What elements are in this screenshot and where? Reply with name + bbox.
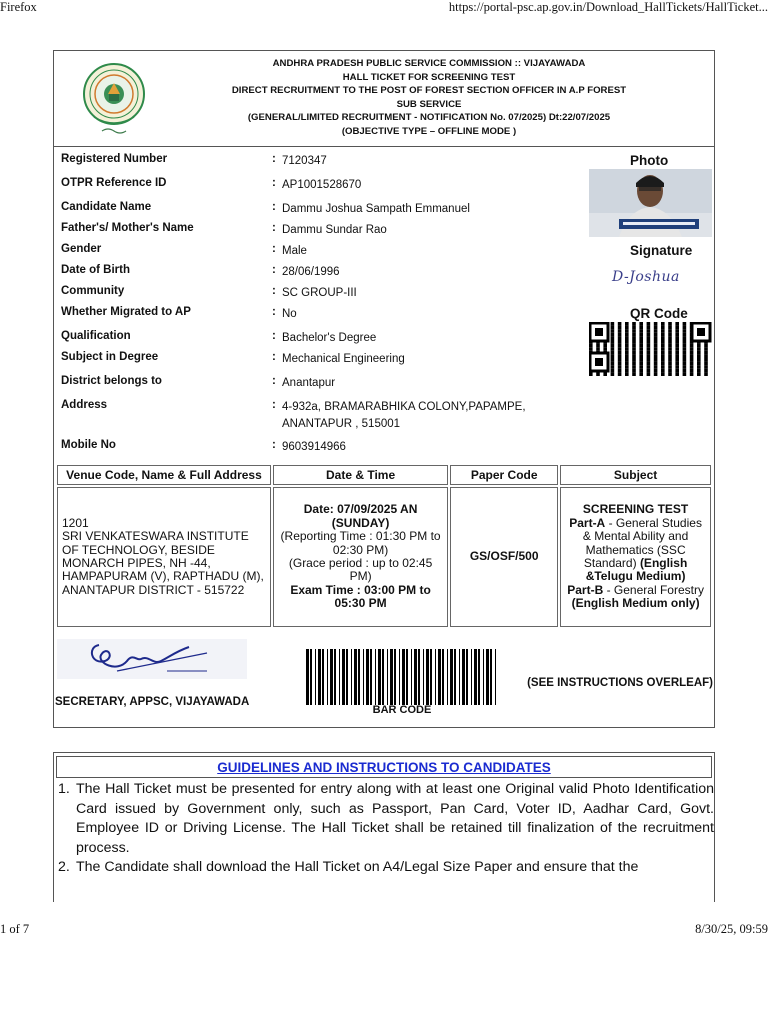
detail-value: 7120347 [282,155,327,167]
barcode-icon [304,649,500,705]
detail-label: Gender [61,243,102,255]
page-count: 1 of 7 [0,922,30,936]
grace-period: (Grace period : up to 02:45 PM) [288,556,433,584]
papercode-col-header: Paper Code [450,465,558,485]
secretary-label: SECRETARY, APPSC, VIJAYAWADA [55,696,250,708]
part-a-text: - General Studies & Mental Ability and Mathematics (SSC Standard) [582,515,702,570]
ticket-header [54,51,714,147]
list-number: 2. [58,859,70,875]
venue-col-header: Venue Code, Name & Full Address [57,465,271,485]
subject-title: SCREENING TEST [582,502,689,517]
print-datetime: 8/30/25, 09:59 [695,922,768,936]
header-line: SUB SERVICE [396,98,462,110]
guidelines-title-box [56,756,712,778]
datetime-col-header: Date & Time [273,465,448,485]
header-line: HALL TICKET FOR SCREENING TEST [342,71,516,83]
print-header [0,0,768,16]
qr-title: QR Code [630,306,688,321]
list-item [58,858,714,878]
detail-value: Dammu Joshua Sampath Emmanuel [282,203,470,215]
part-b-text: - General Forestry [603,582,704,597]
detail-value: Male [282,245,307,257]
detail-value: AP1001528670 [282,179,362,191]
exam-date: Date: 07/09/2025 AN (SUNDAY) [303,502,418,530]
paper-code: GS/OSF/500 [450,487,558,627]
part-a [565,517,706,584]
appsc-emblem-icon [82,59,146,141]
overleaf-note: (SEE INSTRUCTIONS OVERLEAF) [527,677,713,689]
page-url: https://portal-psc.ap.gov.in/Download_HallTickets/HallTicket... [448,0,768,14]
part-b-label: Part-B [567,582,604,597]
detail-label: District belongs to [61,375,162,387]
detail-value: SC GROUP-III [282,287,357,299]
detail-label: Whether Migrated to AP [61,306,191,318]
list-number: 1. [58,781,70,797]
detail-value [282,399,582,433]
header-line: (GENERAL/LIMITED RECRUITMENT - NOTIFICATION No. 07/2025) Dt:22/07/2025 [247,112,611,124]
subject-col-header: Subject [560,465,711,485]
part-a-label: Part-A [569,515,606,530]
part-b [565,584,706,611]
detail-label: Community [61,285,125,297]
signature-title: Signature [630,243,693,258]
detail-value: Bachelor's Degree [282,332,377,344]
detail-label: Subject in Degree [61,351,159,363]
exam-time: Exam Time : 03:00 PM to 05:30 PM [290,582,431,611]
browser-name: Firefox [0,0,37,14]
subject-cell [560,487,711,627]
detail-value: No [282,308,297,320]
detail-label: Date of Birth [61,264,130,276]
candidate-photo [589,169,712,237]
qr-code-icon [589,322,712,377]
venue-table [55,463,713,629]
candidate-details: Registered Number : 7120347 OTPR Reference ID : AP1001528670 Candidate Name : Dammu Joshua Sampath Emmanuel Father's/ Mother's Name : Dammu Sundar Rao Gender : Male Date of Birth : 28/06/1996 Community : SC GROUP-III Whether Migrated to AP : No Qualification : Bachelor's Degree Subject in Degree : Mechanical Engineering District belongs to : Anantapur Address : 4-932a, BRAMARABHIKA COLONY,PAPAMPE, ANANTAPUR , 515001 Mobile No : 9603914966 Photo Signature D-Joshua QR Code [54,147,714,463]
header-line: (OBJECTIVE TYPE – OFFLINE MODE ) [341,125,517,137]
guidelines-list [58,780,714,878]
photo-title: Photo [630,153,669,168]
part-a-medium: (English &Telugu Medium) [585,556,688,584]
guidelines-section [53,752,715,902]
detail-value: Dammu Sundar Rao [282,224,387,236]
guidelines-title: GUIDELINES AND INSTRUCTIONS TO CANDIDATES [217,760,551,775]
table-row [57,487,711,627]
venue-cell [57,487,271,627]
secretary-signature-icon [57,631,247,687]
detail-label: Qualification [61,330,131,342]
candidate-signature: D-Joshua [612,269,680,285]
reporting-time: (Reporting Time : 01:30 PM to 02:30 PM) [280,529,441,557]
detail-value: Mechanical Engineering [282,353,405,365]
detail-label: Mobile No [61,439,116,451]
detail-value: 28/06/1996 [282,266,340,278]
address-line-1: 4-932a, BRAMARABHIKA COLONY,PAPAMPE, [282,401,526,413]
venue-code: 1201 [62,515,89,530]
part-b-medium: (English Medium only) [571,596,700,611]
list-item [58,780,714,858]
detail-label: Candidate Name [61,201,152,213]
signature-area [54,631,714,727]
venue-address: SRI VENKATESWARA INSTITUTE OF TECHNOLOGY, BESIDE MONARCH PIPES, NH -44, HAMPAPURAM (V), RAPTHADU (M), ANANTAPUR DISTRICT - 515722 [62,529,264,597]
detail-label: Father's/ Mother's Name [61,222,194,234]
list-text: The Hall Ticket must be presented for entry along with at least one Original valid Photo Identification Card issued by Government only, such as Passport, Pan Card, Voter ID, Aadhar Card, Govt. Employee ID or Driving License. The Hall Ticket shall be retained till finalization of the recruitment process. [76,781,714,856]
address-line-2: ANANTAPUR , 515001 [282,418,401,430]
detail-value: Anantapur [282,377,336,389]
datetime-cell [273,487,448,627]
header-line: DIRECT RECRUITMENT TO THE POST OF FOREST SECTION OFFICER IN A.P FOREST [231,85,627,97]
detail-value: 9603914966 [282,441,346,453]
hall-ticket [53,50,715,728]
detail-label: Registered Number [61,153,168,165]
detail-label: Address [61,399,108,411]
detail-label: OTPR Reference ID [61,177,167,189]
header-line: ANDHRA PRADESH PUBLIC SERVICE COMMISSION :: VIJAYAWADA [272,58,586,69]
list-text: The Candidate shall download the Hall Ticket on A4/Legal Size Paper and ensure that the [76,859,639,875]
barcode-label: BAR CODE [372,704,432,716]
